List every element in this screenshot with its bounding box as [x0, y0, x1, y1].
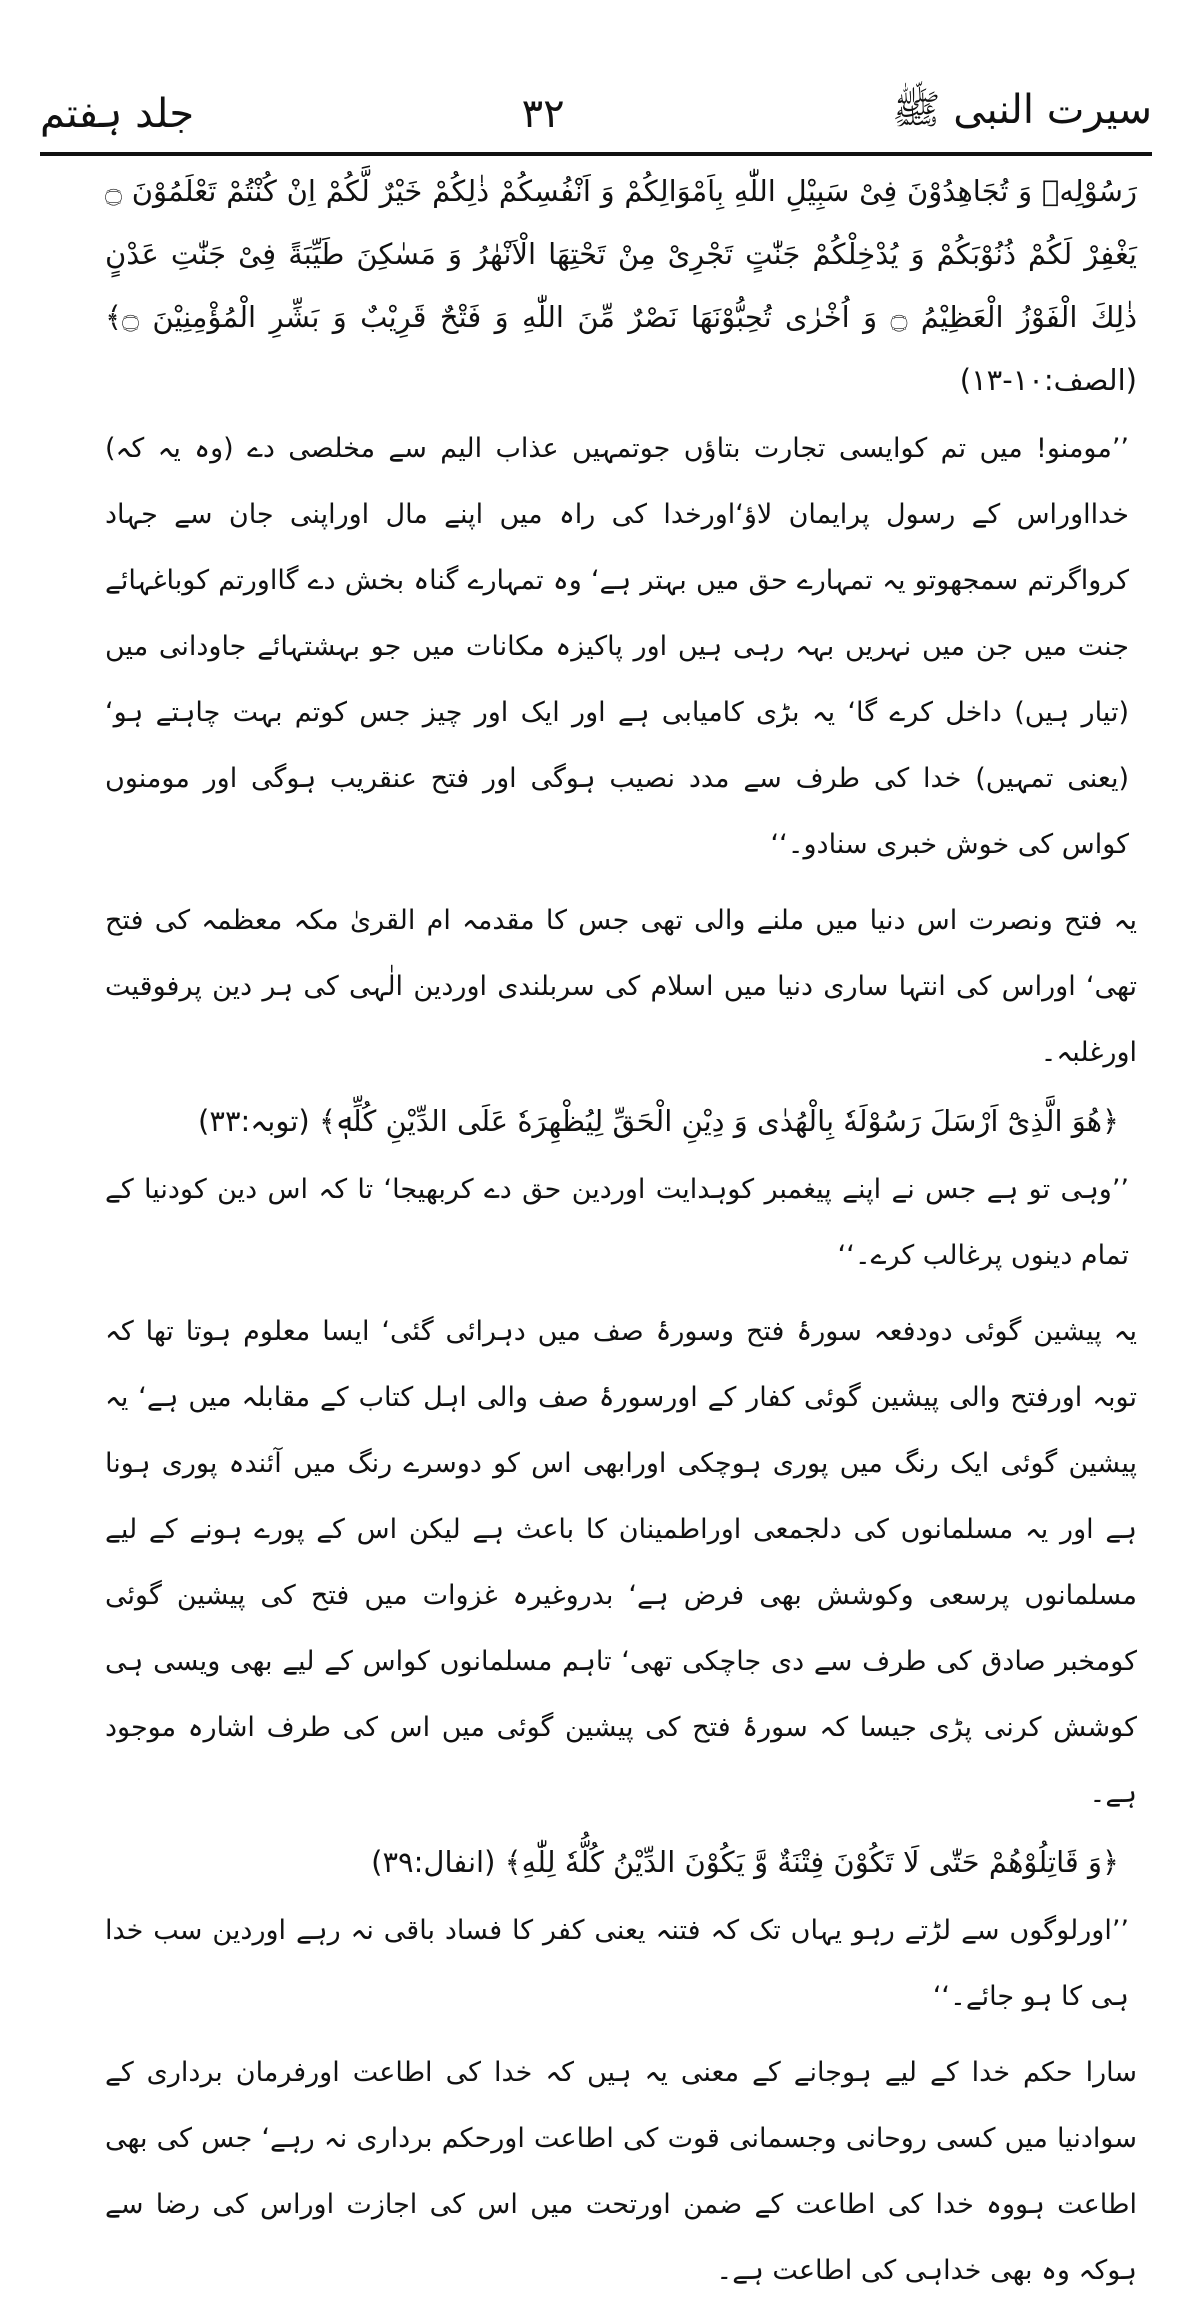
quran-verse-tawbah: ﴿هُوَ الَّذِیْٓ اَرْسَلَ رَسُوْلَهٗ بِالْهُدٰی وَ دِیْنِ الْحَقِّ لِیُظْهِرَهٗ عَلَی الدِّیْنِ كُلِّهٖ﴾ (توبہ:۳۳)	[198, 1104, 1119, 1138]
running-header	[40, 78, 1152, 150]
paragraph-victory: یہ فتح ونصرت اس دنیا میں ملنے والی تھی جس کا مقدمہ ام القریٰ مکہ معظمہ کی فتح تھی‘ اوراس کی انتہا ساری دنیا میں اسلام کی سربلندی اوردین الٰہی کی ہر دین پرفوقیت اورغلبہ۔	[105, 905, 1137, 1068]
quran-verse-anfal: ﴿وَ قَاتِلُوْهُمْ حَتّٰی لَا تَكُوْنَ فِتْنَةٌ وَّ یَكُوْنَ الدِّیْنُ كُلُّهٗ لِلّٰهِ﴾ (انفال:۳۹)	[371, 1845, 1119, 1879]
book-title: سیرت النبی ﷺ	[892, 87, 1152, 133]
header-rule	[40, 152, 1152, 156]
translation-tawbah: ’’وہی تو ہے جس نے اپنے پیغمبر کوہدایت اوردین حق دے کربھیجا‘ تا کہ اس دین کودنیا کے تمام دینوں پرغالب کرے۔‘‘	[105, 1174, 1129, 1271]
paragraph-obedience: سارا حکم خدا کے لیے ہوجانے کے معنی یہ ہیں کہ خدا کی اطاعت اورفرمان برداری کے سوادنیا میں کسی روحانی وجسمانی قوت کی اطاعت اورحکم برداری نہ رہے‘ جس کی بھی اطاعت ہووہ خدا کی اطاعت کے ضمن اورتحت میں اس کی اجازت اوراس کی رضا سے ہوکہ وہ بھی خداہی کی اطاعت ہے۔	[105, 2057, 1137, 2286]
translation-saff: ’’مومنو! میں تم کوایسی تجارت بتاؤں جوتمہیں عذاب الیم سے مخلصی دے (وہ یہ کہ) خدااوراس کے رسول پرایمان لاؤ‘اورخدا کی راہ میں اپنے مال اوراپنی جان سے جہاد کرواگرتم سمجھوتو یہ تمہارے حق میں بہتر ہے‘ وہ تمہارے گناہ بخش دے گااورتم کوباغہائے جنت میں جن میں نہریں بہہ رہی ہیں اور پاکیزہ مکانات میں جو بہشتہائے جاودانی میں (تیار ہیں) داخل کرے گا‘ یہ بڑی کامیابی ہے اور ایک اور چیز جس کوتم بہت چاہتے ہو‘ (یعنی تمہیں) خدا کی طرف سے مدد نصیب ہوگی اور فتح عنقریب ہوگی اور مومنوں کواس کی خوش خبری سنادو۔‘‘	[105, 433, 1129, 860]
translation-anfal: ’’اورلوگوں سے لڑتے رہو یہاں تک کہ فتنہ یعنی کفر کا فساد باقی نہ رہے اوردین سب خدا ہی کا ہو جائے۔‘‘	[105, 1915, 1129, 2012]
page-number: ۳۲	[521, 91, 565, 137]
volume-label: جلد ہفتم	[40, 91, 195, 137]
quran-verse-saff: رَسُوْلِهٖ وَ تُجَاهِدُوْنَ فِیْ سَبِیْلِ اللّٰهِ بِاَمْوَالِكُمْ وَ اَنْفُسِكُمْ ذٰلِكُمْ خَیْرٌ لَّكُمْ اِنْ كُنْتُمْ تَعْلَمُوْنَ ۝ یَغْفِرْ لَكُمْ ذُنُوْبَكُمْ وَ یُدْخِلْكُمْ جَنّٰتٍ تَجْرِیْ مِنْ تَحْتِهَا الْاَنْهٰرُ وَ مَسٰكِنَ طَیِّبَةً فِیْ جَنّٰتِ عَدْنٍ ذٰلِكَ الْفَوْزُ الْعَظِیْمُ ۝ وَ اُخْرٰی تُحِبُّوْنَهَا نَصْرٌ مِّنَ اللّٰهِ وَ فَتْحٌ قَرِیْبٌ وَ بَشِّرِ الْمُؤْمِنِیْنَ ۝﴾ (الصف:۱۰-۱۳)	[105, 174, 1137, 397]
paragraph-prophecy: یہ پیشین گوئی دودفعہ سورۂ فتح وسورۂ صف میں دہرائی گئی‘ ایسا معلوم ہوتا تھا کہ توبہ اورفتح والی پیشین گوئی کفار کے اورسورۂ صف والی اہل کتاب کے مقابلہ میں ہے‘ یہ پیشین گوئی ایک رنگ میں پوری ہوچکی اورابھی اس کو دوسرے رنگ میں آئندہ پوری ہونا ہے اور یہ مسلمانوں کی دلجمعی اوراطمینان کا باعث ہے لیکن اس کے پورے ہونے کے لیے مسلمانوں پرسعی وکوشش بھی فرض ہے‘ بدروغیرہ غزوات میں فتح کی پیشین گوئی کومخبر صادق کی طرف سے دی جاچکی تھی‘ تاہم مسلمانوں کواس کے لیے بھی ویسی ہی کوشش کرنی پڑی جیسا کہ سورۂ فتح کی پیشین گوئی میں اس کی طرف اشارہ موجود ہے۔	[105, 1316, 1137, 1809]
page-body	[105, 160, 1137, 2304]
